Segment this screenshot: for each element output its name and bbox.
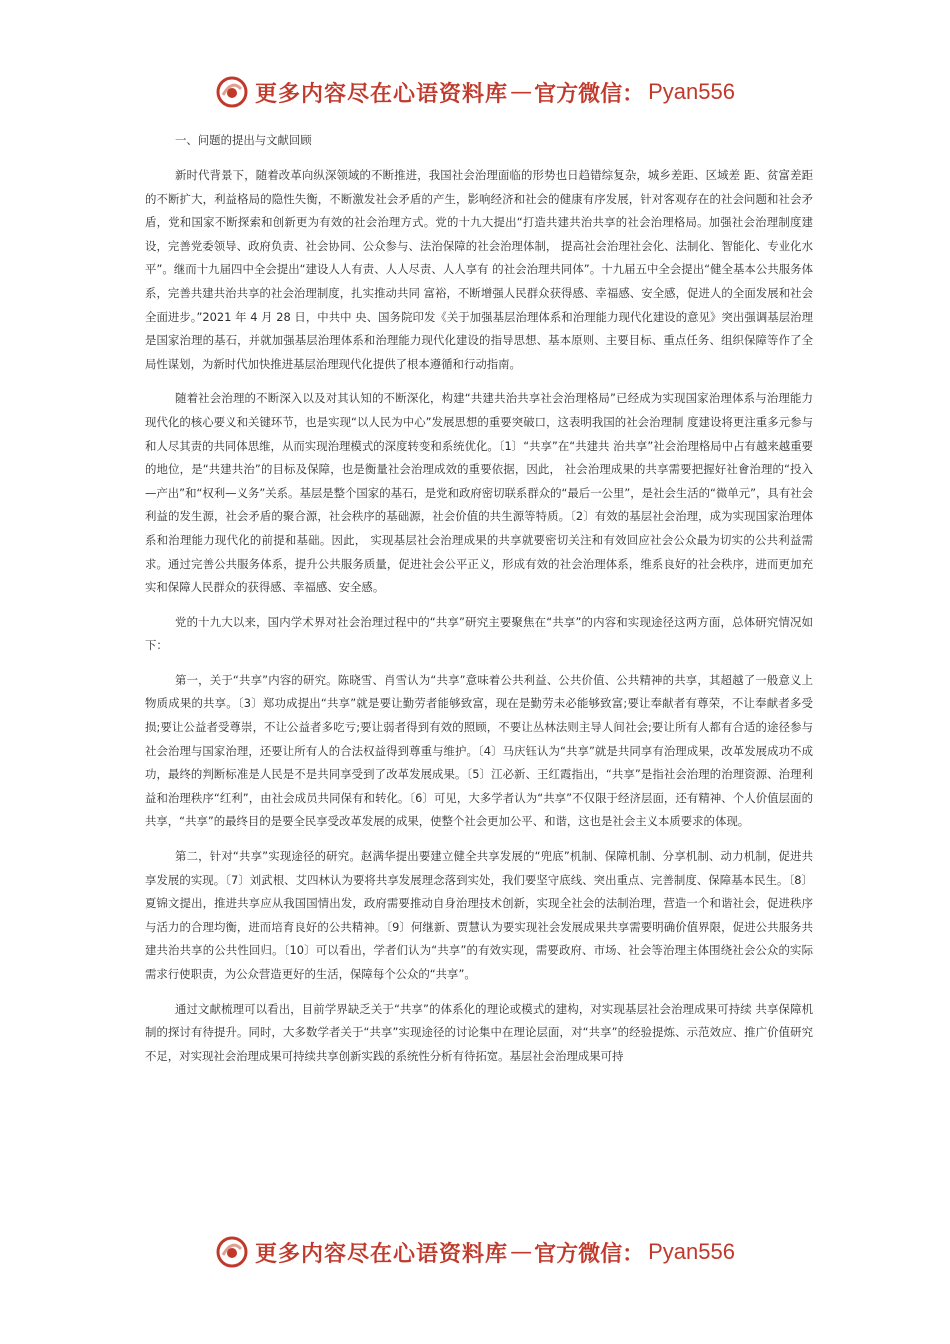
section-heading: 一、问题的提出与文献回顾 (175, 133, 312, 147)
paragraph: 通过文献梳理可以看出，目前学界缺乏关于“共享”的体系化的理论或模式的建构，对实现基层社会治理成果可持续 共享保障机制的探讨有待提升。同时，大多数学者关于“共享”实现途径的讨论集中在理论层面，对“共享”的经验提炼、示范效应、推广价值研究不足，对实现社会治理成果可持续共享创新实践的系统性分析有待拓宽。基层社会治理成果可持 (145, 1001, 813, 1063)
paragraph: 第一，关于“共享”内容的研究。陈晓雪、肖雪认为“共享”意味着公共利益、公共价值、公共精神的共享，其超越了一般意义上物质成果的共享。〔3〕郑功成提出“共享”就是要让勤劳者能够致富，现在是勤劳未必能够致富;要让奉献者有尊荣，不让奉献者多受损;要让公益者受尊崇，不让公益者多吃亏;要让弱者得到有效的照顾，不要让丛林法则主导人间社会;要让所有人都有合适的途径参与社会治理与国家治理，还要让所有人的合法权益得到尊重与维护。〔4〕马庆钰认为“共享”就是共同享有治理成果，改革发展成功不成功，最终的判断标准是人民是不是共同享受到了改革发展成果。〔5〕江必新、王红霞指出，“共享”是指社会治理的治理资源、治理利益和治理秩序“红利”，由社会成员共同保有和转化。〔6〕可见，大多学者认为“共享”不仅限于经济层面，还有精神、个人价值层面的共享，“共享”的最终目的是要全民享受改革发展的成果，使整个社会更加公平、和谐，这也是社会主义本质要求的体现。 (145, 672, 813, 829)
banner-label: 官方微信： (534, 1240, 645, 1267)
logo-icon (215, 75, 249, 109)
paragraph: 第二，针对“共享”实现途径的研究。赵满华提出要建立健全共享发展的“兜底”机制、保障机制、分享机制、动力机制，促进共享发展的实现。〔7〕刘武根、艾四林认为要将共享发展理念落到实处，我们要坚守底线、突出重点、完善制度、保障基本民生。〔8〕夏锦文提出，推进共享应从我国国情出发，政府需要推动自身治理技术创新，实现全社会的法制治理，营造一个和谐社会，促进秩序与活力的合理均衡，进而培育良好的公共精神。〔9〕何继新、贾慧认为要实现社会发展成果共享需要明确价值界限，促进公共服务共建共治共享的公共性回归。〔10〕可以看出，学者们认为“共享”的有效实现，需要政府、市场、社会等治理主体围绕社会公众的实际需求行使职责，为公众营造更好的生活，保障每个公众的“共享”。 (145, 849, 813, 981)
paragraph: 新时代背景下，随着改革向纵深领域的不断推进，我国社会治理面临的形势也日趋错综复杂，城乡差距、区域差 距、贫富差距的不断扩大，利益格局的隐性失衡，不断激发社会矛盾的产生，影响经济和社会的健康有序发展，针对客观存在的社会问题和社会矛盾，党和国家不断探索和创新更为有效的社会治理方式。党的十九大提出“打造共建共治共享的社会治理格局。加强社会治理制度建设，完善党委领导、政府负责、社会协同、公众参与、法治保障的社会治理体制， 提高社会治理社会化、法制化、智能化、专业化水平”。继而十九届四中全会提出“建设人人有责、人人尽责、人人享有 的社会治理共同体”。十九届五中全会提出“健全基本公共服务体系，完善共建共治共享的社会治理制度，扎实推动共同 富裕，不断增强人民群众获得感、幸福感、安全感，促进人的全面发展和社会全面进步。”2021 年 4 月 28 日，中共中 央、国务院印发《关于加强基层治理体系和治理能力现代化建设的意见》突出强调基层治理是国家治理的基石，并就加强基层治理体系和治理能力现代化建设的指导思想、基本原则、主要目标、重点任务、组织保障等作了全局性谋划，为新时代加快推进基层治理现代化提供了根本遵循和行动指南。 (145, 168, 813, 371)
banner-dash: — (510, 79, 533, 105)
banner-title: 更多内容尽在心语资料库 (255, 80, 509, 107)
document-body (145, 128, 813, 1079)
paragraph: 随着社会治理的不断深入以及对其认知的不断深化，构建“共建共治共享社会治理格局”已经成为实现国家治理体系与治理能力现代化的核心要义和关键环节，也是实现“以人民为中心”发展思想的重要突破口，这表明我国的社会治理制 度建设将更注重多元参与和人尽其责的共同体思维，从而实现治理模式的深度转变和系统优化。〔1〕“共享”在“共建共 治共享”社会治理格局中占有越来越重要的地位，是“共建共治”的目标及保障，也是衡量社会治理成效的重要依据，因此， 社会治理成果的共享需要把握好社會治理的“投入—产出”和“权利—义务”关系。基层是整个国家的基石，是党和政府密切联系群众的“最后一公里”，是社会生活的“微单元”，具有社会利益的发生源，社会矛盾的聚合源，社会秩序的基础源，社会价值的共生源等特质。〔2〕有效的基层社会治理，成为实现国家治理体系和治理能力现代化的前提和基础。因此， 实现基层社会治理成果的共享就要密切关注和有效回应社会公众最为切实的公共利益需求。通过完善公共服务体系，提升公共服务质量，促进社会公平正义，形成有效的社会治理体系，维系良好的社会秩序，进而更加充实和保障人民群众的获得感、幸福感、安全感。 (145, 391, 813, 595)
logo-icon (215, 1235, 249, 1269)
paragraph: 党的十九大以来，国内学术界对社会治理过程中的“共享”研究主要聚焦在“共享”的内容和实现途径这两方面，总体研究情况如下： (145, 614, 813, 653)
banner-wechat-id: Pyan556 (648, 79, 735, 104)
banner-label: 官方微信： (534, 80, 645, 107)
banner-wechat-id: Pyan556 (648, 1239, 735, 1264)
footer-banner (0, 1232, 950, 1272)
header-banner (0, 72, 950, 112)
banner-title: 更多内容尽在心语资料库 (255, 1240, 509, 1267)
banner-dash: — (510, 1239, 533, 1265)
